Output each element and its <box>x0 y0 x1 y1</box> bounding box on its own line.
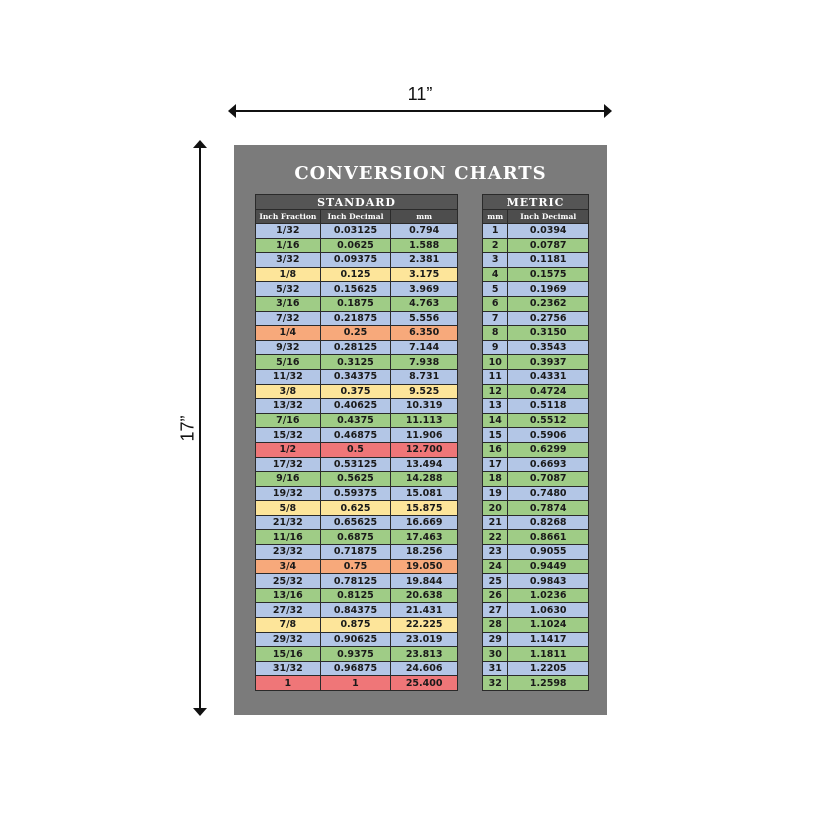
inch-decimal-cell: 0.3543 <box>508 340 589 355</box>
inch-decimal-cell: 1.1811 <box>508 647 589 662</box>
mm-cell: 28 <box>483 618 508 633</box>
mm-cell: 11 <box>483 369 508 384</box>
inch-fraction-cell: 27/32 <box>256 603 321 618</box>
mm-cell: 14 <box>483 413 508 428</box>
table-row <box>483 661 589 676</box>
mm-cell: 2 <box>483 238 508 253</box>
mm-cell: 24 <box>483 559 508 574</box>
inch-decimal-cell: 0.7480 <box>508 486 589 501</box>
table-row <box>256 545 458 560</box>
mm-cell: 6.350 <box>391 326 458 341</box>
mm-cell: 5.556 <box>391 311 458 326</box>
inch-fraction-cell: 5/16 <box>256 355 321 370</box>
table-row <box>256 296 458 311</box>
inch-decimal-cell: 0.78125 <box>320 574 391 589</box>
inch-fraction-cell: 1/2 <box>256 442 321 457</box>
table-row <box>256 472 458 487</box>
inch-decimal-cell: 0.71875 <box>320 545 391 560</box>
inch-decimal-cell: 0.1575 <box>508 267 589 282</box>
inch-decimal-cell: 0.3125 <box>320 355 391 370</box>
inch-fraction-cell: 7/8 <box>256 618 321 633</box>
inch-decimal-cell: 1 <box>320 676 391 691</box>
mm-cell: 9 <box>483 340 508 355</box>
table-row <box>483 369 589 384</box>
table-row <box>256 340 458 355</box>
mm-cell: 29 <box>483 632 508 647</box>
dimension-line <box>234 110 606 112</box>
inch-fraction-cell: 15/16 <box>256 647 321 662</box>
table-row <box>256 661 458 676</box>
mm-cell: 4 <box>483 267 508 282</box>
width-dimension-label: 11” <box>407 84 433 104</box>
inch-fraction-cell: 1 <box>256 676 321 691</box>
inch-fraction-cell: 5/32 <box>256 282 321 297</box>
inch-decimal-cell: 0.9449 <box>508 559 589 574</box>
inch-fraction-cell: 11/32 <box>256 369 321 384</box>
table-row <box>256 574 458 589</box>
mm-cell: 21 <box>483 515 508 530</box>
mm-cell: 8.731 <box>391 369 458 384</box>
table-row <box>483 530 589 545</box>
mm-cell: 10.319 <box>391 399 458 414</box>
inch-decimal-cell: 1.1417 <box>508 632 589 647</box>
inch-decimal-cell: 0.2362 <box>508 296 589 311</box>
mm-cell: 19.844 <box>391 574 458 589</box>
table-row <box>483 588 589 603</box>
col-mm: mm <box>391 210 458 224</box>
inch-decimal-cell: 0.90625 <box>320 632 391 647</box>
inch-decimal-cell: 0.625 <box>320 501 391 516</box>
table-row <box>256 603 458 618</box>
table-row <box>483 311 589 326</box>
inch-decimal-cell: 0.4375 <box>320 413 391 428</box>
inch-fraction-cell: 9/32 <box>256 340 321 355</box>
mm-cell: 10 <box>483 355 508 370</box>
table-row <box>483 340 589 355</box>
table-row <box>483 501 589 516</box>
mm-cell: 1 <box>483 224 508 239</box>
table-row <box>483 413 589 428</box>
inch-decimal-cell: 0.84375 <box>320 603 391 618</box>
inch-decimal-cell: 0.8661 <box>508 530 589 545</box>
inch-decimal-cell: 1.0236 <box>508 588 589 603</box>
inch-fraction-cell: 29/32 <box>256 632 321 647</box>
table-row <box>256 501 458 516</box>
inch-decimal-cell: 0.8125 <box>320 588 391 603</box>
inch-decimal-cell: 0.0625 <box>320 238 391 253</box>
inch-fraction-cell: 21/32 <box>256 515 321 530</box>
inch-decimal-cell: 0.75 <box>320 559 391 574</box>
table-row <box>256 515 458 530</box>
inch-decimal-cell: 0.25 <box>320 326 391 341</box>
table-row <box>256 355 458 370</box>
mm-cell: 31 <box>483 661 508 676</box>
mm-cell: 11.906 <box>391 428 458 443</box>
table-row <box>483 442 589 457</box>
mm-cell: 23.019 <box>391 632 458 647</box>
inch-fraction-cell: 19/32 <box>256 486 321 501</box>
table-row <box>256 238 458 253</box>
mm-cell: 17 <box>483 457 508 472</box>
chart-title: CONVERSION CHARTS <box>294 163 547 184</box>
inch-decimal-cell: 0.15625 <box>320 282 391 297</box>
inch-decimal-cell: 0.3150 <box>508 326 589 341</box>
inch-fraction-cell: 9/16 <box>256 472 321 487</box>
table-row <box>483 574 589 589</box>
mm-cell: 18.256 <box>391 545 458 560</box>
mm-cell: 22.225 <box>391 618 458 633</box>
mm-cell: 14.288 <box>391 472 458 487</box>
table-row <box>483 238 589 253</box>
mm-cell: 13 <box>483 399 508 414</box>
table-row <box>483 545 589 560</box>
table-row <box>483 457 589 472</box>
inch-decimal-cell: 0.1875 <box>320 296 391 311</box>
table-row <box>483 632 589 647</box>
inch-fraction-cell: 11/16 <box>256 530 321 545</box>
col-inch-decimal: Inch Decimal <box>508 210 589 224</box>
metric-table <box>482 194 589 691</box>
mm-cell: 25.400 <box>391 676 458 691</box>
inch-decimal-cell: 0.0787 <box>508 238 589 253</box>
inch-decimal-cell: 0.4331 <box>508 369 589 384</box>
table-row <box>483 253 589 268</box>
inch-fraction-cell: 1/32 <box>256 224 321 239</box>
mm-cell: 7.938 <box>391 355 458 370</box>
mm-cell: 27 <box>483 603 508 618</box>
table-row <box>256 311 458 326</box>
dimension-line <box>199 146 201 710</box>
mm-cell: 5 <box>483 282 508 297</box>
inch-fraction-cell: 1/16 <box>256 238 321 253</box>
inch-decimal-cell: 0.9055 <box>508 545 589 560</box>
table-row <box>256 326 458 341</box>
inch-decimal-cell: 0.5625 <box>320 472 391 487</box>
arrow-down-icon <box>193 708 207 716</box>
height-dimension-label: 17” <box>177 415 198 442</box>
inch-fraction-cell: 15/32 <box>256 428 321 443</box>
mm-cell: 20.638 <box>391 588 458 603</box>
inch-decimal-cell: 0.28125 <box>320 340 391 355</box>
inch-decimal-cell: 0.7874 <box>508 501 589 516</box>
inch-decimal-cell: 0.5 <box>320 442 391 457</box>
mm-cell: 16 <box>483 442 508 457</box>
table-row <box>256 384 458 399</box>
inch-decimal-cell: 0.7087 <box>508 472 589 487</box>
table-row <box>483 296 589 311</box>
inch-decimal-cell: 0.65625 <box>320 515 391 530</box>
inch-decimal-cell: 0.46875 <box>320 428 391 443</box>
mm-cell: 17.463 <box>391 530 458 545</box>
table-row <box>483 267 589 282</box>
table-row <box>483 618 589 633</box>
mm-cell: 32 <box>483 676 508 691</box>
inch-decimal-cell: 0.1181 <box>508 253 589 268</box>
col-inch-fraction: Inch Fraction <box>256 210 321 224</box>
mm-cell: 15 <box>483 428 508 443</box>
inch-decimal-cell: 0.40625 <box>320 399 391 414</box>
table-row <box>256 428 458 443</box>
mm-cell: 1.588 <box>391 238 458 253</box>
table-row <box>256 253 458 268</box>
inch-fraction-cell: 7/32 <box>256 311 321 326</box>
inch-decimal-cell: 0.59375 <box>320 486 391 501</box>
mm-cell: 24.606 <box>391 661 458 676</box>
table-row <box>256 282 458 297</box>
inch-fraction-cell: 3/8 <box>256 384 321 399</box>
table-row <box>483 224 589 239</box>
table-row <box>256 369 458 384</box>
table-row <box>483 355 589 370</box>
inch-decimal-cell: 0.375 <box>320 384 391 399</box>
inch-decimal-cell: 0.34375 <box>320 369 391 384</box>
mm-cell: 18 <box>483 472 508 487</box>
mm-cell: 7.144 <box>391 340 458 355</box>
mm-cell: 3.175 <box>391 267 458 282</box>
mm-cell: 0.794 <box>391 224 458 239</box>
inch-decimal-cell: 0.2756 <box>508 311 589 326</box>
table-row <box>256 618 458 633</box>
table-row <box>483 428 589 443</box>
table-row <box>256 267 458 282</box>
table-row <box>483 647 589 662</box>
table-row <box>483 282 589 297</box>
table-row <box>256 559 458 574</box>
width-dimension-arrow <box>228 104 612 118</box>
inch-decimal-cell: 0.5906 <box>508 428 589 443</box>
mm-cell: 12.700 <box>391 442 458 457</box>
inch-decimal-cell: 0.0394 <box>508 224 589 239</box>
table-row <box>256 632 458 647</box>
inch-decimal-cell: 0.6693 <box>508 457 589 472</box>
inch-decimal-cell: 0.5512 <box>508 413 589 428</box>
inch-fraction-cell: 1/8 <box>256 267 321 282</box>
inch-fraction-cell: 13/16 <box>256 588 321 603</box>
inch-decimal-cell: 0.21875 <box>320 311 391 326</box>
mm-cell: 22 <box>483 530 508 545</box>
table-row <box>256 676 458 691</box>
inch-fraction-cell: 13/32 <box>256 399 321 414</box>
inch-fraction-cell: 1/4 <box>256 326 321 341</box>
inch-decimal-cell: 1.2205 <box>508 661 589 676</box>
mm-cell: 19 <box>483 486 508 501</box>
table-row <box>256 647 458 662</box>
inch-fraction-cell: 25/32 <box>256 574 321 589</box>
inch-decimal-cell: 0.4724 <box>508 384 589 399</box>
table-row <box>256 399 458 414</box>
mm-cell: 3 <box>483 253 508 268</box>
table-row <box>483 515 589 530</box>
mm-cell: 15.875 <box>391 501 458 516</box>
inch-decimal-cell: 1.1024 <box>508 618 589 633</box>
mm-cell: 19.050 <box>391 559 458 574</box>
inch-decimal-cell: 0.125 <box>320 267 391 282</box>
table-row <box>256 457 458 472</box>
inch-decimal-cell: 0.875 <box>320 618 391 633</box>
table-row <box>256 588 458 603</box>
mm-cell: 2.381 <box>391 253 458 268</box>
table-row <box>256 413 458 428</box>
metric-heading: METRIC <box>483 195 589 210</box>
table-row <box>483 486 589 501</box>
inch-decimal-cell: 0.53125 <box>320 457 391 472</box>
mm-cell: 6 <box>483 296 508 311</box>
table-row <box>483 472 589 487</box>
col-mm: mm <box>483 210 508 224</box>
mm-cell: 30 <box>483 647 508 662</box>
mm-cell: 7 <box>483 311 508 326</box>
table-row <box>483 326 589 341</box>
table-row <box>256 530 458 545</box>
table-row <box>483 399 589 414</box>
inch-fraction-cell: 3/16 <box>256 296 321 311</box>
inch-decimal-cell: 0.9843 <box>508 574 589 589</box>
mm-cell: 16.669 <box>391 515 458 530</box>
inch-decimal-cell: 0.9375 <box>320 647 391 662</box>
mm-cell: 23 <box>483 545 508 560</box>
mm-cell: 4.763 <box>391 296 458 311</box>
mm-cell: 20 <box>483 501 508 516</box>
mm-cell: 3.969 <box>391 282 458 297</box>
inch-decimal-cell: 0.3937 <box>508 355 589 370</box>
mm-cell: 8 <box>483 326 508 341</box>
table-row <box>256 224 458 239</box>
mm-cell: 11.113 <box>391 413 458 428</box>
inch-decimal-cell: 0.96875 <box>320 661 391 676</box>
inch-decimal-cell: 0.5118 <box>508 399 589 414</box>
table-row <box>256 486 458 501</box>
table-row <box>483 676 589 691</box>
table-row <box>483 559 589 574</box>
mm-cell: 12 <box>483 384 508 399</box>
inch-decimal-cell: 0.8268 <box>508 515 589 530</box>
mm-cell: 25 <box>483 574 508 589</box>
standard-table <box>255 194 458 691</box>
mm-cell: 13.494 <box>391 457 458 472</box>
mm-cell: 15.081 <box>391 486 458 501</box>
inch-decimal-cell: 0.03125 <box>320 224 391 239</box>
inch-fraction-cell: 3/32 <box>256 253 321 268</box>
inch-decimal-cell: 1.2598 <box>508 676 589 691</box>
inch-decimal-cell: 1.0630 <box>508 603 589 618</box>
inch-fraction-cell: 5/8 <box>256 501 321 516</box>
col-inch-decimal: Inch Decimal <box>320 210 391 224</box>
inch-fraction-cell: 7/16 <box>256 413 321 428</box>
inch-decimal-cell: 0.1969 <box>508 282 589 297</box>
table-row <box>483 384 589 399</box>
arrow-right-icon <box>604 104 612 118</box>
mm-cell: 21.431 <box>391 603 458 618</box>
mm-cell: 26 <box>483 588 508 603</box>
inch-fraction-cell: 31/32 <box>256 661 321 676</box>
inch-fraction-cell: 3/4 <box>256 559 321 574</box>
inch-fraction-cell: 17/32 <box>256 457 321 472</box>
standard-heading: STANDARD <box>256 195 458 210</box>
mm-cell: 23.813 <box>391 647 458 662</box>
inch-decimal-cell: 0.6299 <box>508 442 589 457</box>
table-row <box>256 442 458 457</box>
conversion-chart-sheet <box>234 145 607 715</box>
inch-fraction-cell: 23/32 <box>256 545 321 560</box>
inch-decimal-cell: 0.09375 <box>320 253 391 268</box>
inch-decimal-cell: 0.6875 <box>320 530 391 545</box>
table-row <box>483 603 589 618</box>
mm-cell: 9.525 <box>391 384 458 399</box>
